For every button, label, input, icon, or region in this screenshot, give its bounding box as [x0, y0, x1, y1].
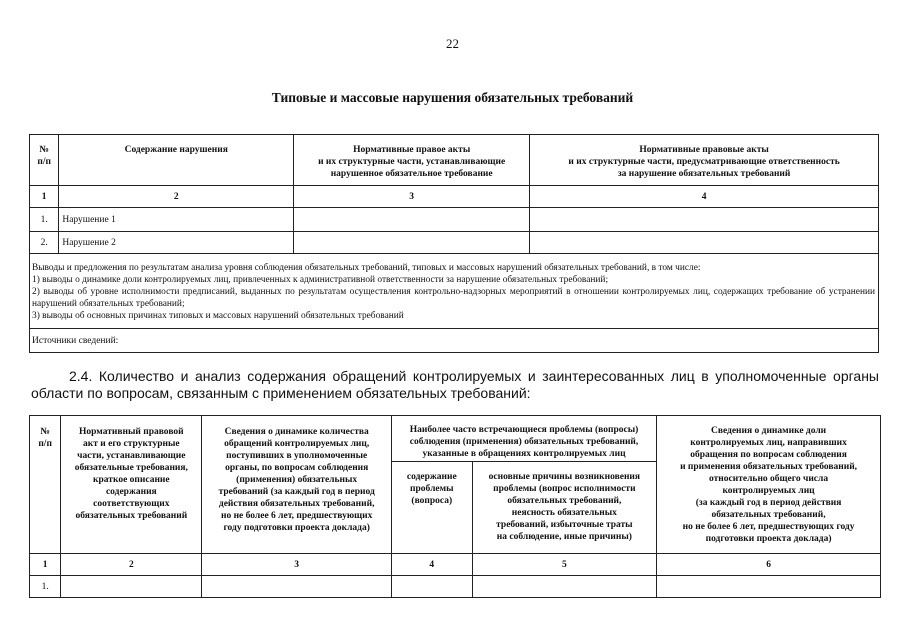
empty-cell	[294, 208, 530, 232]
col-number: 3	[294, 186, 530, 208]
column-numbers-row	[30, 554, 881, 576]
sources-row	[30, 329, 879, 353]
conclusions-intro: Выводы и предложения по результатам анализа уровня соблюдения обязательных требований, типовых и массовых нарушений обязательных требований, в том числе:	[32, 263, 701, 273]
col-header-appeals-dynamics: Сведения о динамике количества обращений контролируемых лиц, поступивших в уполномоченные органы, по вопросам соблюдения (применения) обязательных требований (за каждый год в период действия обязательных требований, но не более 6 лет, предшествующих году подготовки проекта доклада)	[202, 416, 392, 554]
page-number: 22	[446, 36, 459, 51]
col-number: 2	[59, 186, 294, 208]
table-row	[30, 576, 881, 598]
row-number: 1.	[30, 576, 61, 598]
col-number: 3	[202, 554, 392, 576]
col-header-share-dynamics: Сведения о динамике доли контролируемых лиц, направивших обращения по вопросам соблюдения и применения обязательных требований, относительно общего числа контролируемых лиц (за каждый год в период действия обязательных требований, но не более 6 лет, предшествующих году подготовки проекта доклада)	[657, 416, 881, 554]
empty-cell	[294, 232, 530, 254]
col-header-number: № п/п	[30, 416, 61, 554]
conclusion-item: 1) выводы о динамике доли контролируемых лиц, привлеченных к административной ответственности за нарушение обязательных требований;	[32, 275, 609, 285]
empty-cell	[61, 576, 202, 598]
col-header-number: № п/п	[30, 135, 59, 186]
col-number: 5	[472, 554, 657, 576]
col-number: 6	[657, 554, 881, 576]
empty-cell	[472, 576, 657, 598]
row-number: 1.	[30, 208, 59, 232]
col-header-frequent-problems: Наиболее часто встречающиеся проблемы (вопросы) соблюдения (применения) обязательных требований, указанные в обращениях контролируемых лиц	[391, 416, 656, 462]
col-header-problem-content: содержание проблемы (вопроса)	[391, 462, 472, 554]
table-header-row	[30, 135, 879, 186]
summary-row	[30, 254, 879, 329]
section-2-4-text: 2.4. Количество и анализ содержания обращений контролируемых и заинтересованных лиц в уполномоченные органы области по вопросам, связанным с применением обязательных требований:	[31, 368, 879, 401]
col-header-acts-responsibility: Нормативные правовые акты и их структурные части, предусматривающие ответственность за нарушение обязательных требований	[530, 135, 879, 186]
empty-cell	[657, 576, 881, 598]
violation-content: Нарушение 1	[59, 208, 294, 232]
table-row	[30, 208, 879, 232]
page-title: Типовые и массовые нарушения обязательных требований	[271, 90, 634, 105]
violation-content: Нарушение 2	[59, 232, 294, 254]
col-number: 4	[530, 186, 879, 208]
row-number: 2.	[30, 232, 59, 254]
sources-cell: Источники сведений:	[30, 329, 879, 353]
empty-cell	[391, 576, 472, 598]
col-number: 2	[61, 554, 202, 576]
col-header-problem-reasons: основные причины возникновения проблемы (вопрос исполнимости обязательных требований, неясность обязательных требований, избыточные траты на соблюдение, иные причины)	[472, 462, 657, 554]
col-number: 1	[30, 554, 61, 576]
appeals-table	[29, 415, 881, 598]
empty-cell	[530, 232, 879, 254]
col-header-acts-requirement: Нормативные правое акты и их структурные части, устанавливающие нарушенное обязательное требование	[294, 135, 530, 186]
conclusion-item: 2) выводы об уровне исполнимости предписаний, выданных по результатам осуществления контрольно-надзорных мероприятий в отношении контролируемых лиц, содержащих требование об устранении нарушений обязательных требований;	[32, 287, 875, 309]
table-row	[30, 232, 879, 254]
violations-table	[29, 134, 879, 353]
col-header-normative-act: Нормативный правовой акт и его структурные части, устанавливающие обязательные требования, краткое описание содержания соответствующих обязательных требований	[61, 416, 202, 554]
column-numbers-row	[30, 186, 879, 208]
col-number: 1	[30, 186, 59, 208]
conclusions-cell	[30, 254, 879, 329]
empty-cell	[202, 576, 392, 598]
conclusion-item: 3) выводы об основных причинах типовых и массовых нарушений обязательных требований	[32, 311, 404, 321]
empty-cell	[530, 208, 879, 232]
col-number: 4	[391, 554, 472, 576]
table-header-row	[30, 416, 881, 462]
col-header-content: Содержание нарушения	[59, 135, 294, 186]
